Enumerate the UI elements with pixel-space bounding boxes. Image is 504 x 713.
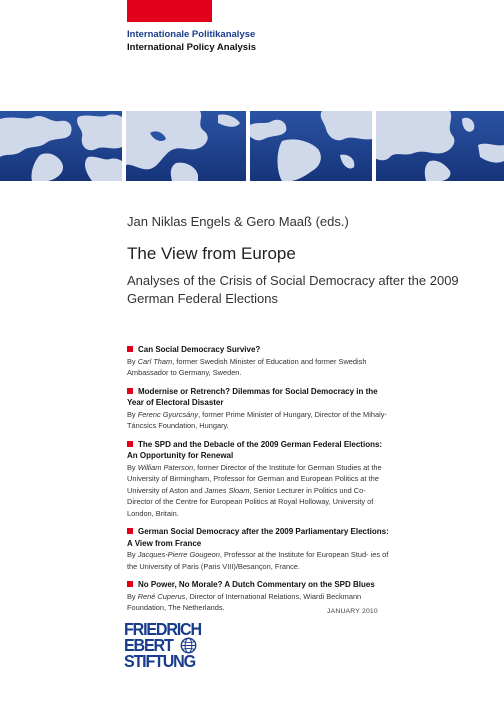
contents-entry <box>127 386 389 432</box>
red-header-block <box>127 0 212 22</box>
contents-entry <box>127 439 389 520</box>
entry-title: No Power, No Morale? A Dutch Commentary on the SPD Blues <box>127 579 389 591</box>
entry-description: By René Cuperus, Director of International Relations, Wiardi Beckmann Foundation, The Netherlands. <box>127 591 362 612</box>
author-name: Jacques-Pierre Gougeon <box>137 550 220 559</box>
logo-line-friedrich: FRIEDRICH <box>124 619 201 639</box>
globe-icon <box>180 637 197 654</box>
entry-title: Modernise or Retrench? Dilemmas for Social Democracy in the Year of Electoral Disaster <box>127 386 378 407</box>
publication-date: JANUARY 2010 <box>327 608 378 615</box>
publication-title: The View from Europe <box>127 244 296 263</box>
map-panel-africa <box>250 111 372 181</box>
logo-line-ebert: EBERT <box>124 635 173 655</box>
series-title-english: International Policy Analysis <box>127 42 256 53</box>
world-map-image <box>0 111 504 181</box>
entry-description: By Jacques-Pierre Gougeon, Professor at the Institute for European Stud- ies of the University of Paris (Paris VIII)/Besançon, France. <box>127 550 389 571</box>
author-name: René Cuperus <box>137 591 186 601</box>
red-bullet-icon <box>127 581 133 587</box>
entry-description: By Carl Tham, former Swedish Minister of Education and former Swedish Ambassador to Germany, Sweden. <box>127 356 367 377</box>
series-title <box>127 28 256 54</box>
series-title-german: Internationale Politikanalyse <box>127 29 256 40</box>
author-name: William Paterson <box>137 462 194 472</box>
logo-line-stiftung: STIFTUNG <box>124 651 195 671</box>
contents-entry <box>127 344 389 379</box>
red-bullet-icon <box>127 528 133 534</box>
author-name: James Sloam <box>204 485 250 495</box>
entry-description: By Ferenc Gyurcsány, former Prime Minister of Hungary, Director of the Mihaly-Táncsics Foundation, Hungary. <box>127 409 387 430</box>
contents-entry <box>127 526 389 572</box>
red-bullet-icon <box>127 441 133 447</box>
entry-description: By William Paterson, former Director of the Institute for German Studies at the University of Birmingham, Professor for German and European Politics at the University of Aston and James Sloam, Senior Lecturer in Politics und Co-Director of the Centre for European Politics at Royal Holloway, University of London, Britain. <box>127 462 382 518</box>
author-name: Carl Tham <box>137 356 173 366</box>
editors-line: Jan Niklas Engels & Gero Maaß (eds.) <box>127 214 349 229</box>
fes-logo <box>124 621 216 671</box>
red-bullet-icon <box>127 388 133 394</box>
entry-title: German Social Democracy after the 2009 Parliamentary Elections: A View from France <box>127 527 389 548</box>
entry-title: Can Social Democracy Survive? <box>127 344 389 356</box>
publication-subtitle: Analyses of the Crisis of Social Democracy after the 2009 German Federal Elections <box>127 273 459 306</box>
map-panel-asia <box>376 111 504 181</box>
author-name: Ferenc Gyurcsány <box>137 409 199 419</box>
map-panel-americas <box>126 111 246 181</box>
red-bullet-icon <box>127 346 133 352</box>
entry-title: The SPD and the Debacle of the 2009 German Federal Elections: An Opportunity for Renewal <box>127 439 383 460</box>
table-of-contents <box>127 344 389 621</box>
map-panel-europe <box>0 111 122 181</box>
